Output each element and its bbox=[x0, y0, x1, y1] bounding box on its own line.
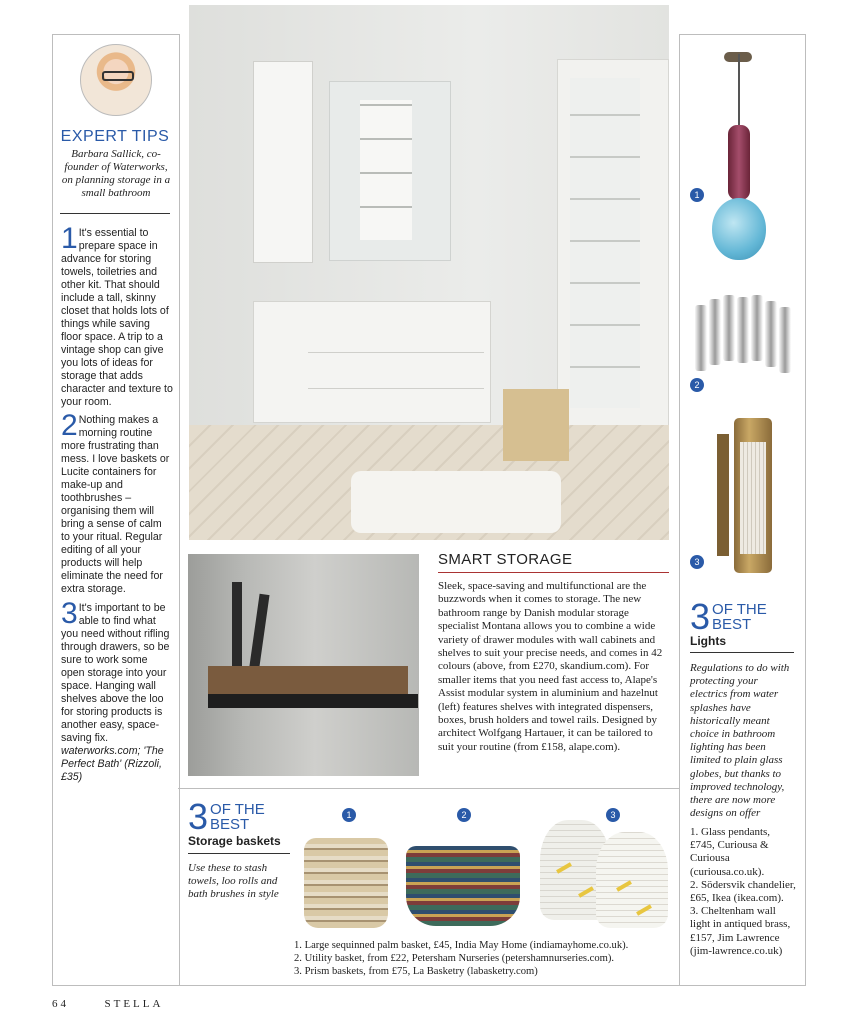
lights-subtitle: Lights bbox=[690, 634, 726, 648]
tip-1 bbox=[61, 222, 173, 409]
tip-source: waterworks.com; 'The Perfect Bath' (Rizzoli, £35) bbox=[61, 745, 164, 783]
tip-text: Nothing makes a morning routine more frustrating than mess. I love baskets or Lucite containers for make-up and toothbrushes – organising them will bring a sense of calm to your ritual. Regular editing of all your products will help eliminate the need for extra storage. bbox=[61, 414, 170, 595]
basket-badge-3: 3 bbox=[606, 808, 620, 822]
lights-divider bbox=[690, 652, 794, 653]
page-footer bbox=[52, 998, 163, 1010]
utility-basket-image bbox=[406, 846, 520, 926]
baskets-heading bbox=[188, 796, 298, 848]
mirror-image bbox=[329, 81, 451, 261]
lights-items bbox=[690, 826, 796, 958]
tip-3 bbox=[61, 597, 173, 784]
french-door-image bbox=[557, 59, 669, 451]
tip-number: 1 bbox=[61, 222, 78, 255]
wall-light-image bbox=[734, 418, 772, 573]
basket-item-1: 1. Large sequinned palm basket, £45, India May Home (indiamayhome.co.uk). bbox=[294, 940, 629, 951]
prism-basket-large-image bbox=[596, 832, 668, 928]
tip-2 bbox=[61, 409, 173, 596]
lights-item-3: 3. Cheltenham wall light in antiqued brass, £157, Jim Lawrence (jim-lawrence.co.uk) bbox=[690, 905, 791, 957]
byline-divider bbox=[60, 213, 170, 214]
baskets-divider bbox=[188, 853, 290, 854]
baskets-best: BEST bbox=[210, 816, 250, 833]
lights-number: 3 bbox=[690, 596, 711, 637]
magazine-name: STELLA bbox=[104, 998, 164, 1010]
expert-byline: Barbara Sallick, co-founder of Waterworks, on planning storage in a small bathroom bbox=[61, 148, 171, 199]
lights-heading bbox=[690, 596, 800, 648]
light-badge-3: 3 bbox=[690, 555, 704, 569]
lights-intro: Regulations to do with protecting your electrics from water splashes have historically meant choice in bathroom lighting has been limited to plain glass globes, but thanks to improved technology, there are now more designs on offer bbox=[690, 662, 790, 820]
baskets-number: 3 bbox=[188, 796, 209, 837]
chandelier-image bbox=[693, 295, 793, 367]
expert-tips-heading: EXPERT TIPS bbox=[60, 128, 170, 145]
lights-item-2: 2. Södersvik chandelier, £65, Ikea (ikea.com). bbox=[690, 878, 796, 905]
page-number: 64 bbox=[52, 998, 69, 1010]
pendant-glass-neck-image bbox=[728, 125, 750, 200]
tip-number: 3 bbox=[61, 597, 78, 630]
shelf-photo bbox=[188, 554, 419, 776]
light-badge-2: 2 bbox=[690, 378, 704, 392]
basket-item-3: 3. Prism baskets, from £75, La Basketry (labasketry.com) bbox=[294, 966, 538, 977]
tip-number: 2 bbox=[61, 409, 78, 442]
vanity-unit-image bbox=[253, 301, 491, 423]
bathroom-photo bbox=[189, 5, 669, 540]
wall-cabinet-image bbox=[253, 61, 313, 263]
baskets-captions bbox=[294, 939, 674, 978]
bath-mat-image bbox=[351, 471, 561, 533]
tip-text: It's essential to prepare space in advance for storing towels, toiletries and other kit. That should include a tall, skinny closet that holds lots of things while saving floor space. A trip to a vintage shop can give you lots of ideas for storage that adds character and texture to your room. bbox=[61, 227, 173, 408]
basket-badge-1: 1 bbox=[342, 808, 356, 822]
lights-of-the: OF THE bbox=[712, 601, 767, 618]
lights-item-1: 1. Glass pendants, £745, Curiousa & Curiousa (curiousa.co.uk). bbox=[690, 826, 771, 878]
wall-light-backplate-image bbox=[717, 434, 729, 556]
smart-storage-rule bbox=[438, 572, 669, 573]
baskets-subtitle: Storage baskets bbox=[188, 834, 281, 848]
light-badge-1: 1 bbox=[690, 188, 704, 202]
basket-item-2: 2. Utility basket, from £22, Petersham Nurseries (petershamnurseries.com). bbox=[294, 953, 615, 964]
smart-storage-body: Sleek, space-saving and multifunctional are the buzzwords when it comes to storage. The new bathroom range by Danish modular storage specialist Montana allows you to combine a wide variety of drawer modules with wall cabinets and shelves to suit your precise needs, and comes in 42 colours (above, from £270, skandium.com). For smaller items that you need fast access to, Alape's Assist modular system in aluminium and hazelnut (left) features shelves with integrated dispensers, boxes, brush holders and towel rails. Designed by architect Wolfgang Hartauer, it can be tailored to suit your routine (from £158, alape.com). bbox=[438, 580, 663, 753]
smart-storage-title: SMART STORAGE bbox=[438, 551, 573, 568]
basket-badge-2: 2 bbox=[457, 808, 471, 822]
pendant-globe-image bbox=[712, 198, 766, 260]
palm-basket-image bbox=[304, 838, 388, 928]
baskets-intro: Use these to stash towels, loo rolls and bath brushes in style bbox=[188, 862, 279, 901]
expert-avatar bbox=[80, 44, 152, 116]
baskets-of-the: OF THE bbox=[210, 801, 265, 818]
wooden-stool-image bbox=[503, 389, 569, 461]
lights-best: BEST bbox=[712, 616, 752, 633]
tip-text: It's important to be able to find what you need without rifling through drawers, so be sure to work some open storage into your space. Hanging wall shelves above the loo for storing products is another easy, space-saving fix. bbox=[61, 602, 170, 744]
